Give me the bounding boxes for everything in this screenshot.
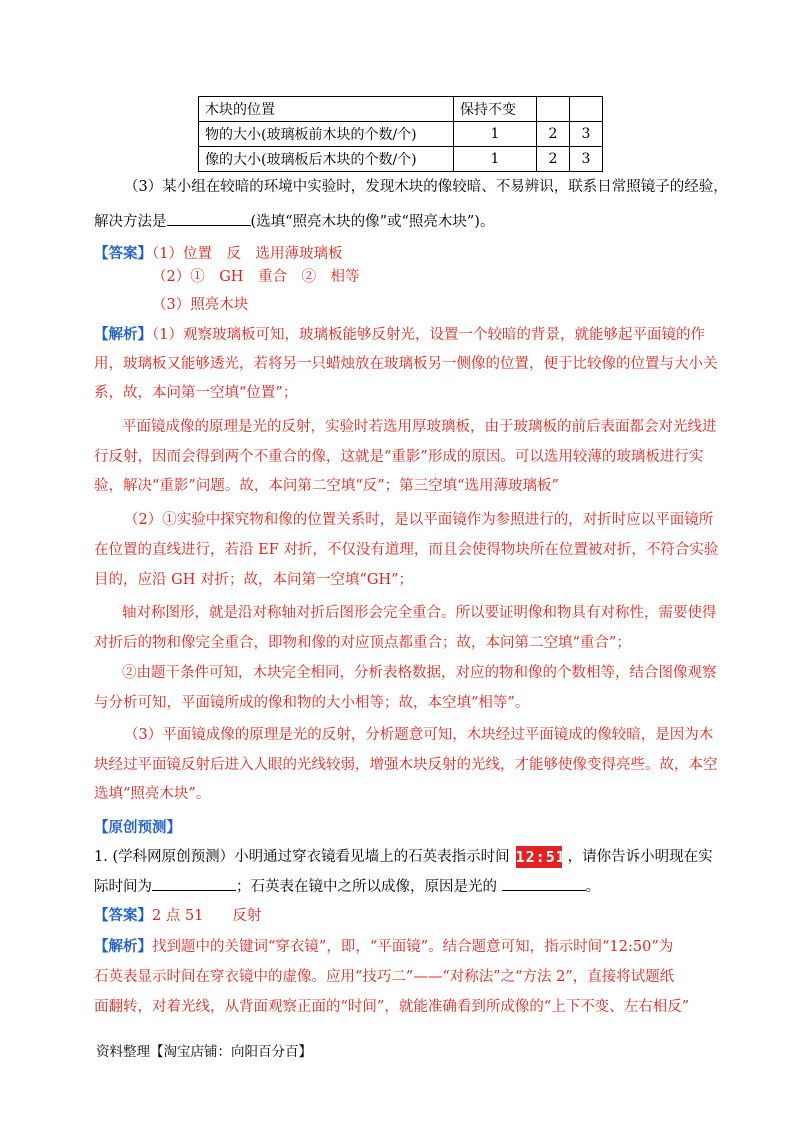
table-cell: 木块的位置 xyxy=(199,97,454,122)
answer-text: （1）位置 反 选用薄玻璃板 xyxy=(152,246,343,262)
question-new-line-1 xyxy=(94,846,713,868)
analysis-line: 与分析可知，平面镜所成的像和物的大小相等；故，本空填“相等”。 xyxy=(94,695,530,711)
table-row xyxy=(199,147,603,172)
question-text: 。 xyxy=(585,879,601,895)
table-cell: 物的大小(玻璃板前木块的个数/个) xyxy=(199,122,454,147)
analysis-line: 行反射，因而会得到两个不重合的像，这就是“重影”形成的原因。可以选用较薄的玻璃板进行实 xyxy=(94,449,704,465)
question-new-line-2 xyxy=(94,876,600,897)
table-cell: 1 xyxy=(454,147,537,172)
table-cell: 1 xyxy=(454,122,537,147)
answer-blank xyxy=(167,211,251,226)
question-text: ；石英表在镜中之所以成像，原因是光的 xyxy=(236,879,497,895)
question-3-prefix: 解决方法是 xyxy=(94,214,167,230)
question-3-line-1: （3）某小组在较暗的环境中实验时，发现木块的像较暗、不易辨识，联系日常照镜子的经验， xyxy=(124,179,728,195)
clock-image: 12:51 xyxy=(515,848,566,866)
section-title: 【原创预测】 xyxy=(94,819,181,836)
question-3-suffix: (选填“照亮木块的像”或“照亮木块”)。 xyxy=(250,214,495,230)
analysis-line: 面翻转，对着光线，从背面观察正面的“时间”，就能准确看到所成像的“上下不变、左右相反” xyxy=(94,999,690,1015)
analysis-line: ②由题干条件可知，木块完全相同，分析表格数据，对应的物和像的个数相等，结合图像观察 xyxy=(122,665,717,681)
analysis-line: 平面镜成像的原理是光的反射，实验时若选用厚玻璃板，由于玻璃板的前后表面都会对光线进 xyxy=(122,419,717,435)
table-row xyxy=(199,122,603,147)
answer-tag: 【答案】 xyxy=(94,245,152,262)
table-cell: 像的大小(玻璃板后木块的个数/个) xyxy=(199,147,454,172)
analysis-line: （2）①实验中探究物和像的位置关系时，是以平面镜作为参照进行的，对折时应以平面镜所 xyxy=(124,512,714,528)
analysis-tag: 【解析】 xyxy=(94,326,152,343)
table-cell: 3 xyxy=(570,122,603,147)
table-cell: 3 xyxy=(570,147,603,172)
analysis-1-line-1 xyxy=(94,325,705,345)
answer-text: 2 点 51 反射 xyxy=(152,908,262,924)
data-table xyxy=(198,96,603,172)
analysis-line: 对折后的物和像完全重合，即物和像的对应顶点都重合；故，本问第二空填“重合”； xyxy=(94,635,631,651)
analysis-line: 系，故，本问第一空填“位置”； xyxy=(94,385,298,401)
analysis-line: 选填“照亮木块”。 xyxy=(94,786,211,802)
answer-1-line-1 xyxy=(94,244,342,264)
analysis-line: 石英表显示时间在穿衣镜中的虚像。应用“技巧二”——“对称法”之“方法 2”，直接将试题纸 xyxy=(94,969,675,985)
question-3-line-2 xyxy=(94,211,494,232)
analysis-line: （3）平面镜成像的原理是光的反射，分析题意可知，木块经过平面镜成的像较暗，是因为木 xyxy=(124,727,714,743)
analysis-text: （1）观察玻璃板可知，玻璃板能够反射光，设置一个较暗的背景，就能够起平面镜的作 xyxy=(152,327,705,343)
answer-blank xyxy=(502,876,586,891)
answer-tag: 【答案】 xyxy=(94,907,152,924)
question-text: 际时间为 xyxy=(94,879,152,895)
analysis-line: 块经过平面镜反射后进入人眼的光线较弱，增强木块反射的光线，才能够使像变得亮些。故，本空 xyxy=(94,757,718,773)
analysis-line: 验，解决“重影”问题。故，本问第二空填“反”；第三空填“选用薄玻璃板” xyxy=(94,478,559,494)
page-footer: 资料整理【淘宝店铺：向阳百分百】 xyxy=(96,1044,312,1060)
analysis-tag: 【解析】 xyxy=(94,938,152,955)
analysis-line: 轴对称图形，就是沿对称轴对折后图形会完全重合。所以要证明像和物具有对称性，需要使得 xyxy=(122,605,717,621)
answer-2 xyxy=(94,906,261,926)
answer-1-line-2: （2）① GH 重合 ② 相等 xyxy=(152,269,360,285)
analysis-text: 找到题中的关键词“穿衣镜”，即，“平面镜”。结合题意可知，指示时间“12:50”为 xyxy=(152,939,674,955)
table-row xyxy=(199,97,603,122)
answer-blank xyxy=(152,876,236,891)
table-cell: 保持不变 xyxy=(454,97,537,122)
table-cell xyxy=(570,97,603,122)
analysis-2-line-1 xyxy=(94,937,673,957)
question-text: 1. (学科网原创预测）小明通过穿衣镜看见墙上的石英表指示时间 xyxy=(94,849,510,865)
table-cell: 2 xyxy=(537,122,570,147)
answer-1-line-3: （3）照亮木块 xyxy=(152,297,249,313)
table-cell: 2 xyxy=(537,147,570,172)
question-text: ，请你告诉小明现在实 xyxy=(567,849,713,865)
analysis-line: 用，玻璃板又能够透光，若将另一只蜡烛放在玻璃板另一侧像的位置，便于比较像的位置与大小关 xyxy=(94,356,718,372)
analysis-line: 在位置的直线进行，若沿 EF 对折，不仅没有道理，而且会使得物块所在位置被对折，不符合实验 xyxy=(94,542,719,558)
analysis-line: 目的，应沿 GH 对折；故，本问第一空填“GH”； xyxy=(94,572,413,588)
table-cell xyxy=(537,97,570,122)
